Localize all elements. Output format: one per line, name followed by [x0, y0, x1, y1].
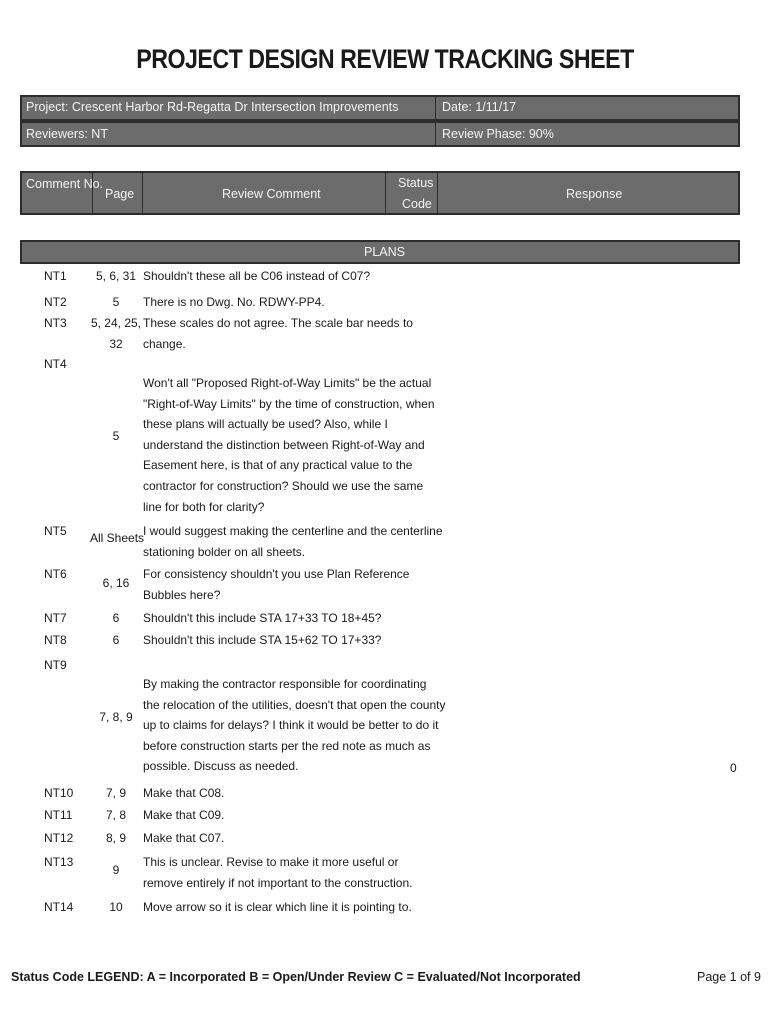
comment-number: NT13 — [44, 855, 74, 869]
comment-page: 6 — [112, 633, 120, 647]
header-code: Code — [402, 197, 432, 211]
comment-page: 6 — [112, 611, 120, 625]
comment-text: Bubbles here? — [143, 587, 221, 602]
comment-number: NT6 — [44, 567, 67, 581]
comment-number: NT7 — [44, 611, 67, 625]
status-code-legend: Status Code LEGEND: A = Incorporated B = Open/Under Review C = Evaluated/Not Incorporated — [11, 970, 581, 984]
comment-response: 0 — [730, 761, 737, 776]
comment-text: Make that C09. — [143, 808, 225, 822]
comment-page: 5, 6, 31 — [95, 269, 137, 283]
comment-text: By making the contractor responsible for coordinating — [143, 677, 427, 691]
header-response: Response — [566, 187, 623, 201]
header-status: Status — [398, 176, 434, 190]
comment-page: 8, 9 — [105, 831, 126, 845]
comment-text: before construction starts per the red note as much as — [143, 738, 431, 753]
comment-number: NT14 — [44, 900, 74, 914]
comment-text: Easement here, is that of any practical value to the — [143, 458, 413, 473]
header-page: Page — [105, 187, 135, 201]
comment-text: These scales do not agree. The scale bar needs to — [143, 316, 413, 330]
comment-page: 5 — [112, 295, 120, 309]
comment-number: NT11 — [44, 808, 73, 822]
review-date: Date: 1/11/17 — [442, 100, 517, 114]
comment-number: NT3 — [44, 316, 67, 330]
comment-text: change. — [143, 336, 186, 351]
reviewer-info-bar — [20, 121, 740, 147]
comment-text: This is unclear. Revise to make it more useful or — [143, 855, 399, 869]
comment-page: 32 — [109, 336, 123, 351]
comment-page: 5 — [112, 429, 120, 443]
comment-text: stationing bolder on all sheets. — [143, 544, 306, 559]
column-header-bar — [20, 171, 740, 215]
comment-text: up to claims for delays? I think it would be better to do it — [143, 718, 439, 733]
header-review-comment: Review Comment — [222, 187, 321, 201]
comment-text: Shouldn't these all be C06 instead of C07? — [143, 269, 371, 283]
header-comment-no: Comment No. — [26, 177, 104, 191]
comment-number: NT5 — [44, 524, 67, 538]
comment-number: NT4 — [44, 357, 67, 371]
comment-text: Shouldn't this include STA 17+33 TO 18+45? — [143, 611, 382, 625]
comment-text: line for both for clarity? — [143, 499, 265, 514]
comment-page: 7, 8 — [105, 808, 126, 822]
comment-page: 6, 16 — [102, 576, 130, 590]
comment-page: All Sheets — [90, 531, 145, 545]
section-title: PLANS — [364, 245, 405, 259]
comment-number: NT2 — [44, 295, 67, 309]
comment-text: Move arrow so it is clear which line it is pointing to. — [143, 900, 412, 914]
comment-text: For consistency shouldn't you use Plan Reference — [143, 567, 410, 581]
comment-text: these plans will actually be used? Also, while I — [143, 417, 388, 432]
page-title: PROJECT DESIGN REVIEW TRACKING SHEET — [136, 44, 634, 74]
review-phase: Review Phase: 90% — [442, 127, 554, 141]
project-name: Project: Crescent Harbor Rd-Regatta Dr Intersection Improvements — [26, 100, 399, 114]
comment-text: I would suggest making the centerline and the centerline — [143, 524, 443, 538]
comment-page: 5, 24, 25, — [90, 316, 142, 330]
comment-number: NT1 — [44, 269, 67, 283]
comment-text: the relocation of the utilities, doesn't that open the county — [143, 697, 446, 712]
comment-text: understand the distinction between Right-of-Way and — [143, 437, 425, 452]
project-info-bar — [20, 95, 740, 121]
comment-number: NT9 — [44, 658, 67, 672]
comment-number: NT10 — [44, 786, 74, 800]
comment-number: NT8 — [44, 633, 67, 647]
comment-text: Make that C08. — [143, 786, 225, 800]
section-bar — [20, 240, 740, 264]
reviewers: Reviewers: NT — [26, 127, 108, 141]
page-number: Page 1 of 9 — [697, 970, 761, 984]
comment-page: 7, 9 — [105, 786, 126, 800]
comment-number: NT12 — [44, 831, 74, 845]
comment-text: There is no Dwg. No. RDWY-PP4. — [143, 295, 325, 309]
comment-text: "Right-of-Way Limits" by the time of construction, when — [143, 396, 435, 411]
comment-page: 7, 8, 9 — [99, 710, 133, 724]
comment-text: possible. Discuss as needed. — [143, 759, 299, 774]
comment-page: 9 — [112, 863, 120, 877]
comment-text: Won't all "Proposed Right-of-Way Limits" be the actual — [143, 376, 432, 390]
comment-text: remove entirely if not important to the construction. — [143, 875, 413, 890]
comment-text: Make that C07. — [143, 831, 225, 845]
comment-text: contractor for construction? Should we use the same — [143, 479, 424, 493]
comment-page: 10 — [109, 900, 123, 914]
comment-text: Shouldn't this include STA 15+62 TO 17+33? — [143, 633, 382, 647]
